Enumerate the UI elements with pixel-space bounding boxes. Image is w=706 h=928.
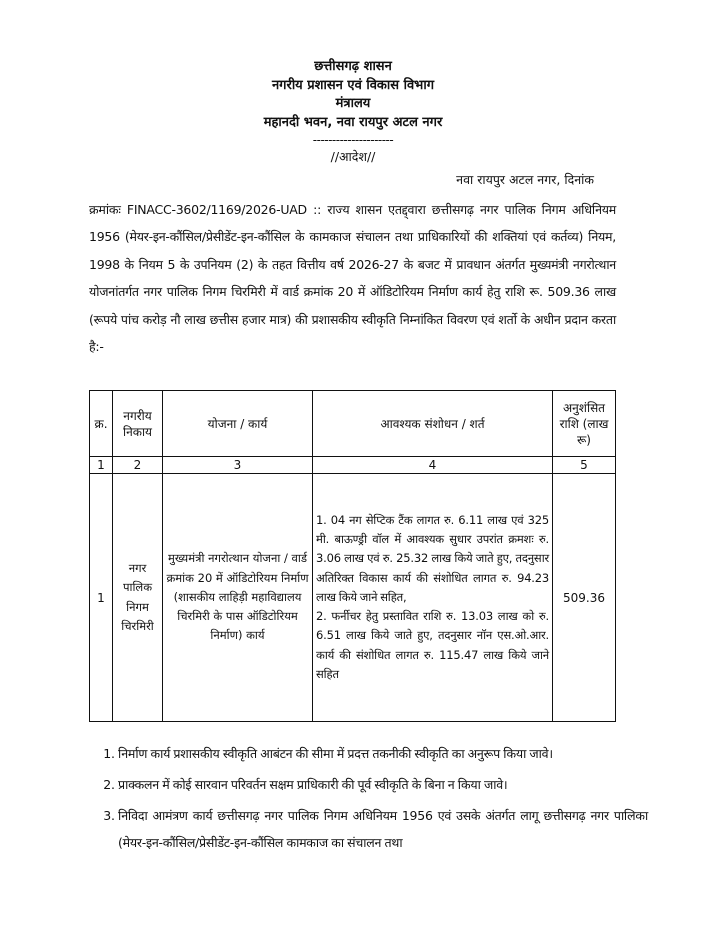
condition-item-1: 1. 04 नग सेप्टिक टैंक लागत रु. 6.11 लाख एवं 325 मी. बाऊण्ड्री वॉल में आवश्यक सुधार उपरांत क्रमशः रु. 3.06 लाख एवं रु. 25.32 लाख किये जाते हुए, तदनुसार अतिरिक्त विकास कार्य की संशोधित लागत रु. 94.23 लाख किये जाने सहित, <box>316 512 549 604</box>
header-scheme-work: योजना / कार्य <box>163 391 313 457</box>
sanction-table <box>89 390 616 722</box>
place-date-line: नवा रायपुर अटल नगर, दिनांक <box>456 172 594 187</box>
row-amount: 509.36 <box>553 474 616 722</box>
govt-name: छत्तीसगढ़ शासन <box>314 59 392 74</box>
condition-item-2: 2. फर्नीचर हेतु प्रस्तावित राशि रु. 13.03 लाख को रु. 6.51 लाख किये जाते हुए, तदनुसार नॉन एस.ओ.आर. कार्य की संशोधित लागत रु. 115.47 लाख किये जाने सहित <box>316 609 549 682</box>
header-conditions: आवश्यक संशोधन / शर्त <box>313 391 553 457</box>
list-item: 1. निर्माण कार्य प्रशासकीय स्वीकृति आबंटन की सीमा में प्रदत्त तकनीकी स्वीकृति का अनुरूप किया जावे। <box>118 740 648 767</box>
row-conditions <box>313 474 553 722</box>
header-urban-body: नगरीय निकाय <box>113 391 163 457</box>
table-row <box>90 474 616 722</box>
column-number: 2 <box>113 457 163 474</box>
office-address: महानदी भवन, नवा रायपुर अटल नगर <box>263 114 443 130</box>
ministry-label: मंत्रालय <box>335 96 371 111</box>
column-number: 5 <box>553 457 616 474</box>
list-item: 3. निविदा आमंत्रण कार्य छत्तीसगढ़ नगर पालिक निगम अधिनियम 1956 एवं उसके अंतर्गत लागू छत्तीसगढ़ नगर पालिका (मेयर-इन-कौंसिल/प्रेसीडेंट-इन-कौंसिल कामकाज का संचालन तथा <box>118 802 648 856</box>
column-number: 3 <box>163 457 313 474</box>
header-serial: क्र. <box>90 391 113 457</box>
header-amount: अनुशंसित राशि (लाख रू) <box>553 391 616 457</box>
table-header-row <box>90 391 616 457</box>
department-name: नगरीय प्रशासन एवं विकास विभाग <box>271 77 435 93</box>
order-title: //आदेश// <box>330 149 376 164</box>
column-number: 4 <box>313 457 553 474</box>
table-column-number-row <box>90 457 616 474</box>
row-scheme-work: मुख्यमंत्री नगरोत्थान योजना / वार्ड क्रमांक 20 में ऑडिटोरियम निर्माण (शासकीय लाहिड़ी महाविद्यालय चिरमिरी के पास ऑडिटोरियम निर्माण) कार्य <box>163 474 313 722</box>
column-number: 1 <box>90 457 113 474</box>
order-body-paragraph: क्रमांकः FINACC-3602/1169/2026-UAD :: राज्य शासन एतद्द्वारा छत्तीसगढ़ नगर पालिक निगम अधिनियम 1956 (मेयर-इन-कौंसिल/प्रेसीडेंट-इन-कौंसिल के कामकाज संचालन तथा प्राधिकारियों की शक्तियां एवं कर्तव्य) नियम, 1998 के नियम 5 के उपनियम (2) के तहत वित्तीय वर्ष 2026-27 के बजट में प्रावधान अंतर्गत मुख्यमंत्री नगरोत्थान योजनांतर्गत नगर पालिक निगम चिरमिरी में वार्ड क्रमांक 20 में ऑडिटोरियम निर्माण कार्य हेतु राशि रू. 509.36 लाख (रूपये पांच करोड़ नौ लाख छत्तीस हजार मात्र) की प्रशासकीय स्वीकृति निम्नांकित विवरण एवं शर्तो के अधीन प्रदान करता है:- <box>89 202 616 355</box>
document-header <box>0 58 706 166</box>
list-item: 2. प्राक्कलन में कोई सारवान परिवर्तन सक्षम प्राधिकारी की पूर्व स्वीकृति के बिना न किया जावे। <box>118 771 648 798</box>
row-serial: 1 <box>90 474 113 722</box>
terms-list <box>88 740 648 860</box>
row-urban-body: नगर पालिक निगम चिरमिरी <box>113 474 163 722</box>
header-separator: --------------------- <box>312 133 394 147</box>
